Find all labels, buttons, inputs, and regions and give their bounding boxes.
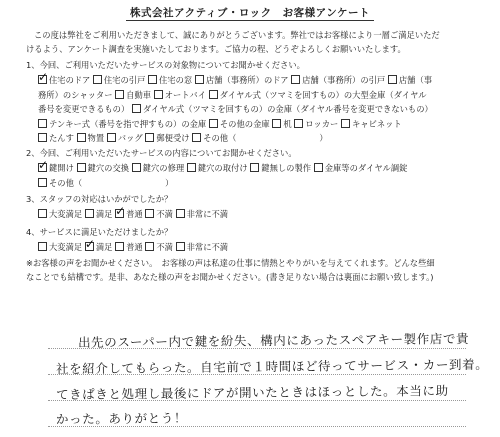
option-label: ダイヤル式（ツマミを回すもの）の金庫（ダイヤル番号を変更できないもの） xyxy=(142,104,433,115)
option-item xyxy=(187,163,248,173)
option-label: キャビネット xyxy=(351,118,402,129)
option-item xyxy=(148,75,192,85)
option-label: 鍵穴の取付け xyxy=(197,163,248,173)
checkbox[interactable] xyxy=(341,119,350,128)
option-item xyxy=(38,163,74,173)
option-row xyxy=(38,161,486,176)
option-label: 店舗（事務所）のドア xyxy=(205,75,289,85)
question-2-label: 2、今回、ご利用いただいたサービスの内容についてお聞かせください。 xyxy=(26,148,297,158)
checkbox[interactable] xyxy=(132,104,141,113)
checkbox[interactable] xyxy=(388,75,397,84)
option-item xyxy=(38,133,74,143)
option-label: 普通 xyxy=(126,242,143,252)
option-label: 満足 xyxy=(95,209,113,219)
checkbox[interactable] xyxy=(38,242,47,251)
option-item xyxy=(85,209,113,219)
option-item xyxy=(38,242,82,252)
option-item xyxy=(38,90,113,100)
checkbox[interactable] xyxy=(192,133,201,142)
checkbox[interactable] xyxy=(145,133,154,142)
option-label: 住宅の窓 xyxy=(159,75,193,85)
option-label: 非常に不満 xyxy=(186,209,229,219)
option-label: 鍵穴の修理 xyxy=(142,163,185,173)
checkbox[interactable] xyxy=(272,119,281,128)
option-item xyxy=(176,209,229,219)
option-label: ロッカー xyxy=(305,118,339,129)
checkbox[interactable] xyxy=(93,75,102,84)
handwritten-line-3: てきぱきと処理し最後にドアが開いたときはほっとした。本当に助 xyxy=(55,382,449,403)
option-row xyxy=(38,102,486,117)
option-label: 務所）のシャッター xyxy=(38,89,113,100)
option-row xyxy=(38,117,486,132)
option-label: 住宅の引戸 xyxy=(103,75,146,85)
option-item xyxy=(145,209,173,219)
option-label: 店舗（事務所）の引戸 xyxy=(302,75,386,85)
checkbox[interactable] xyxy=(209,119,218,128)
option-label: その他の金庫 xyxy=(219,118,270,129)
handwritten-line-4: かった。ありがとう！ xyxy=(55,410,188,427)
checkbox[interactable] xyxy=(38,178,47,187)
option-label: 番号を変更できるもの） xyxy=(38,104,130,115)
checkbox[interactable] xyxy=(250,163,259,172)
option-item xyxy=(294,119,338,129)
checked-checkbox[interactable] xyxy=(85,242,94,251)
checkbox[interactable] xyxy=(294,119,303,128)
question-2-options xyxy=(38,161,486,190)
option-label: 机 xyxy=(283,118,292,129)
checkbox[interactable] xyxy=(132,163,141,172)
option-label: 不満 xyxy=(156,242,173,252)
question-4-options xyxy=(38,240,486,255)
intro-text xyxy=(26,28,486,56)
checkbox[interactable] xyxy=(38,209,47,218)
checkbox[interactable] xyxy=(154,90,163,99)
question-1-options xyxy=(38,73,486,146)
option-label: オートバイ xyxy=(164,89,207,100)
option-item xyxy=(291,75,385,85)
option-label: 大変満足 xyxy=(49,209,83,219)
intro-line-2: けるよう、アンケート調査を実施いたしております。ご協力の程、どうぞよろしくお願いいたします。 xyxy=(26,44,406,54)
option-row xyxy=(38,131,486,146)
checkbox[interactable] xyxy=(85,209,94,218)
option-item xyxy=(388,75,432,85)
option-item xyxy=(38,119,206,129)
option-row xyxy=(38,240,486,255)
option-label: 郵便受け xyxy=(156,133,190,144)
option-label: 普通 xyxy=(126,209,143,219)
option-label: たんす xyxy=(49,133,74,144)
option-item xyxy=(38,178,173,188)
handwritten-line-2: 社を紹介してもらった。自宅前で１時間ほど待ってサービス・カー到着。 xyxy=(55,356,489,377)
option-label: 店舗（事 xyxy=(398,75,433,85)
option-row xyxy=(38,176,486,191)
option-item xyxy=(145,133,189,143)
checkbox[interactable] xyxy=(291,75,300,84)
option-row xyxy=(38,73,486,88)
checkbox[interactable] xyxy=(145,242,154,251)
checkbox[interactable] xyxy=(77,163,86,172)
checkbox[interactable] xyxy=(77,133,86,142)
checkbox[interactable] xyxy=(115,90,124,99)
option-item xyxy=(154,90,206,100)
question-3-options xyxy=(38,207,486,222)
option-label: 鍵無しの製作 xyxy=(261,163,312,173)
handwritten-line-1: 出先のスーパー内で鍵を紛失、構内にあったスペアキー製作店で貴 xyxy=(77,330,470,351)
option-label: その他（ ） xyxy=(203,133,328,144)
option-item xyxy=(77,133,105,143)
checkbox[interactable] xyxy=(38,133,47,142)
option-label: 物置 xyxy=(87,133,105,144)
option-label: 住宅のドア xyxy=(49,75,91,85)
option-item xyxy=(115,90,151,100)
option-item xyxy=(38,104,129,114)
option-item xyxy=(209,119,270,129)
option-label: 大変満足 xyxy=(49,242,83,252)
option-item xyxy=(176,242,229,252)
option-item xyxy=(209,90,427,100)
option-item xyxy=(195,75,289,85)
option-label: 鍵開け xyxy=(49,163,74,173)
checkbox[interactable] xyxy=(195,75,204,84)
customer-voice-prompt xyxy=(26,256,490,284)
checkbox[interactable] xyxy=(176,242,185,251)
option-item xyxy=(341,119,402,129)
option-label: バッグ xyxy=(117,133,143,144)
checkbox[interactable] xyxy=(314,163,323,172)
option-item xyxy=(132,104,433,114)
survey-title: 株式会社アクティブ・ロック お客様アンケート xyxy=(0,5,500,20)
option-label: その他（ ） xyxy=(49,177,174,188)
option-label: 不満 xyxy=(156,209,173,219)
checkbox[interactable] xyxy=(176,209,185,218)
option-label: テンキー式（番号を指で押すもの）の金庫 xyxy=(49,118,207,129)
checkbox[interactable] xyxy=(38,119,47,128)
voice-line-1: ※お客様の声をお聞かせください。 お客様の声は私達の仕事に情熱とやりがいを与えてくれます。どんな些細 xyxy=(26,258,435,268)
option-row xyxy=(38,88,486,103)
checkbox[interactable] xyxy=(148,75,157,84)
checked-checkbox[interactable] xyxy=(38,75,47,84)
checked-checkbox[interactable] xyxy=(115,209,124,218)
option-row xyxy=(38,207,486,222)
option-label: 自動車 xyxy=(126,89,152,100)
question-1-label: 1、今回、ご利用いただいたサービスの対象物についてお聞かせください。 xyxy=(26,60,305,70)
checkbox[interactable] xyxy=(107,133,116,142)
option-item xyxy=(93,75,146,85)
option-label: ダイヤル式（ツマミを回すもの）の大型金庫（ダイヤル xyxy=(219,89,427,100)
question-4-label: 4、サービスに満足いただけましたか？ xyxy=(26,227,173,237)
option-item xyxy=(132,163,185,173)
checkbox[interactable] xyxy=(209,90,218,99)
intro-line-1: この度は弊社をご利用いただきまして、誠にありがとうございます。弊社ではお客様により一層ご満足いただ xyxy=(34,30,440,40)
option-label: 非常に不満 xyxy=(186,242,229,252)
option-item xyxy=(250,163,311,173)
option-item xyxy=(85,242,113,252)
option-item xyxy=(272,119,291,129)
voice-line-2: なことでも結構です。是非、あなた様の声をお聞かせください。(書き足りない場合は裏面にお願い致します。) xyxy=(26,272,434,282)
checkbox[interactable] xyxy=(145,209,154,218)
question-3-label: 3、スタッフの対応はいかがでしたか？ xyxy=(26,194,173,204)
option-item xyxy=(107,133,143,143)
option-item xyxy=(38,209,82,219)
checkbox[interactable] xyxy=(187,163,196,172)
option-label: 金庫等のダイヤル調錠 xyxy=(324,163,408,173)
option-label: 満足 xyxy=(95,242,113,252)
option-item xyxy=(77,163,130,173)
option-item xyxy=(115,209,143,219)
option-item xyxy=(145,242,173,252)
checkbox[interactable] xyxy=(115,242,124,251)
option-item xyxy=(38,75,90,85)
checked-checkbox[interactable] xyxy=(38,163,47,172)
option-item xyxy=(192,133,327,143)
option-label: 鍵穴の交換 xyxy=(87,163,130,173)
option-item xyxy=(314,163,408,173)
option-item xyxy=(115,242,143,252)
handwritten-comment-area xyxy=(8,318,492,433)
